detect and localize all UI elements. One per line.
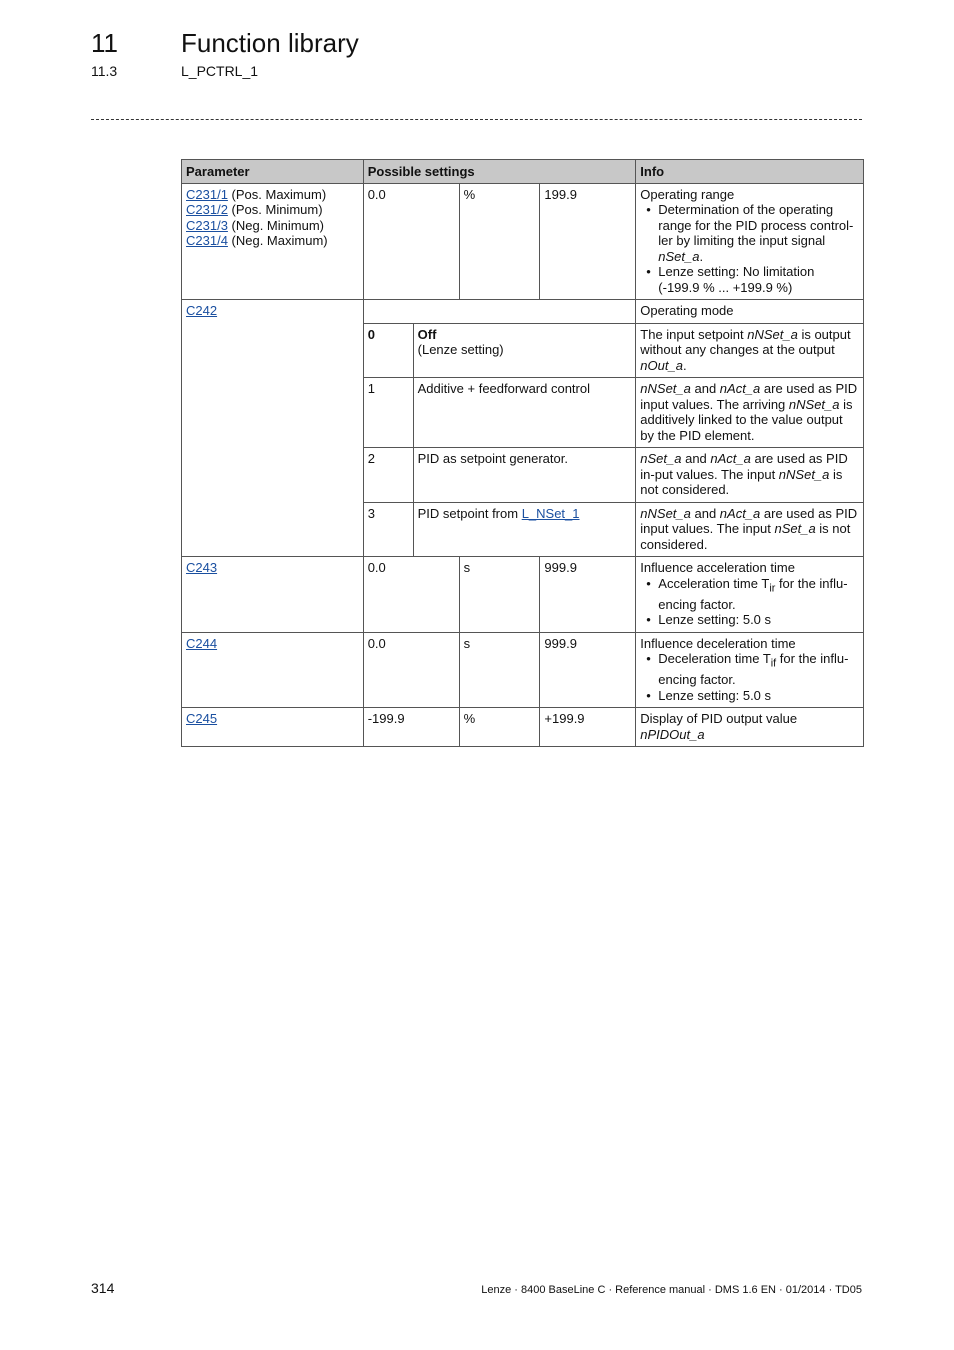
link-c231-1[interactable]: C231/1	[186, 186, 228, 202]
param-cell-c245	[182, 708, 364, 747]
chapter-title: Function library	[181, 28, 359, 58]
option-info: nNSet_a and nAct_a are used as PID input values. The input nSet_a is not considered.	[636, 502, 864, 557]
link-c242[interactable]: C242	[186, 303, 218, 318]
page-number: 314	[91, 1280, 115, 1296]
info-title: Influence acceleration time	[640, 560, 795, 575]
max-value: +199.9	[540, 708, 636, 747]
empty-settings-cell	[363, 300, 636, 324]
info-title: Operating mode	[636, 300, 864, 324]
info-title: Operating range	[640, 186, 735, 202]
section-number: 11.3	[91, 63, 118, 79]
link-c244[interactable]: C244	[186, 635, 218, 651]
info-cell-c245	[636, 708, 864, 747]
option-info: nNSet_a and nAct_a are used as PID input values. The arriving nNSet_a is additively linked to the value output by the PID element.	[636, 378, 864, 448]
info-cell-c244	[636, 632, 864, 708]
info-title: Display of PID output value	[640, 711, 798, 727]
max-value: 999.9	[540, 557, 636, 633]
min-value: -199.9	[363, 708, 459, 747]
min-value: 0.0	[363, 632, 459, 708]
unit-value: %	[459, 708, 540, 747]
table-row-c243	[182, 557, 864, 633]
option-label: PID as setpoint generator.	[413, 448, 636, 503]
header-separator	[91, 119, 862, 120]
table-row-c245	[182, 708, 864, 747]
table-row-c242	[182, 300, 864, 324]
option-value: 0	[363, 323, 413, 378]
option-value: 2	[363, 448, 413, 503]
link-c231-4[interactable]: C231/4	[186, 233, 228, 248]
info-bullet: • Determination of the operating range for the PID process control-ler by limiting the input signal nSet_a.	[658, 202, 859, 264]
param-cell-c243	[182, 557, 364, 633]
info-bullet: • Lenze setting: No limitation (-199.9 % ... +199.9 %)	[658, 264, 859, 295]
option-label: Off (Lenze setting)	[413, 323, 636, 378]
max-value: 999.9	[540, 632, 636, 708]
info-variable: nPIDOut_a	[640, 726, 705, 742]
link-c231-3[interactable]: C231/3	[186, 217, 228, 233]
min-value: 0.0	[363, 183, 459, 300]
param-cell-c244	[182, 632, 364, 708]
param-cell-c231: C231/1 (Pos. Maximum) C231/2 (Pos. Minimum) C231/3 (Neg. Minimum) C231/4 (Neg. Maximum)	[182, 183, 364, 300]
option-value: 1	[363, 378, 413, 448]
link-c245[interactable]: C245	[186, 711, 218, 727]
option-value: 3	[363, 502, 413, 557]
chapter-number: 11	[91, 28, 118, 58]
info-bullet: • Deceleration time $T_{if}$ for the influ-encing factor.	[658, 651, 859, 688]
info-cell-c231	[636, 183, 864, 300]
table-row-c231	[182, 183, 864, 300]
min-value: 0.0	[363, 557, 459, 633]
info-cell-c243	[636, 557, 864, 633]
info-bullet: • Lenze setting: 5.0 s	[658, 688, 859, 704]
parameter-table	[181, 159, 864, 747]
link-l-nset-1[interactable]: L_NSet_1	[521, 505, 580, 521]
unit-value: s	[459, 557, 540, 633]
unit-value: s	[459, 632, 540, 708]
table-header-row	[182, 160, 864, 184]
document-info: Lenze · 8400 BaseLine C · Reference manual · DMS 1.6 EN · 01/2014 · TD05	[481, 1284, 862, 1296]
option-info: nSet_a and nAct_a are used as PID in-put values. The input nNSet_a is not considered.	[636, 448, 864, 503]
header-possible-settings: Possible settings	[363, 160, 636, 184]
info-bullet: • Lenze setting: 5.0 s	[658, 612, 859, 628]
option-label: Additive + feedforward control	[413, 378, 636, 448]
table-row-c244	[182, 632, 864, 708]
option-label: PID setpoint from L_NSet_1	[413, 502, 636, 557]
section-title: L_PCTRL_1	[181, 63, 259, 79]
info-title: Influence deceleration time	[640, 635, 796, 651]
info-bullet: • Acceleration time $T_{ir}$ for the influ-encing factor.	[658, 576, 859, 613]
unit-value: %	[459, 183, 540, 300]
link-c243[interactable]: C243	[186, 560, 218, 575]
header-parameter: Parameter	[182, 160, 364, 184]
link-c231-2[interactable]: C231/2	[186, 202, 228, 217]
header-info: Info	[636, 160, 864, 184]
option-info: The input setpoint nNSet_a is output without any changes at the output nOut_a.	[636, 323, 864, 378]
max-value: 199.9	[540, 183, 636, 300]
param-cell-c242	[182, 300, 364, 557]
